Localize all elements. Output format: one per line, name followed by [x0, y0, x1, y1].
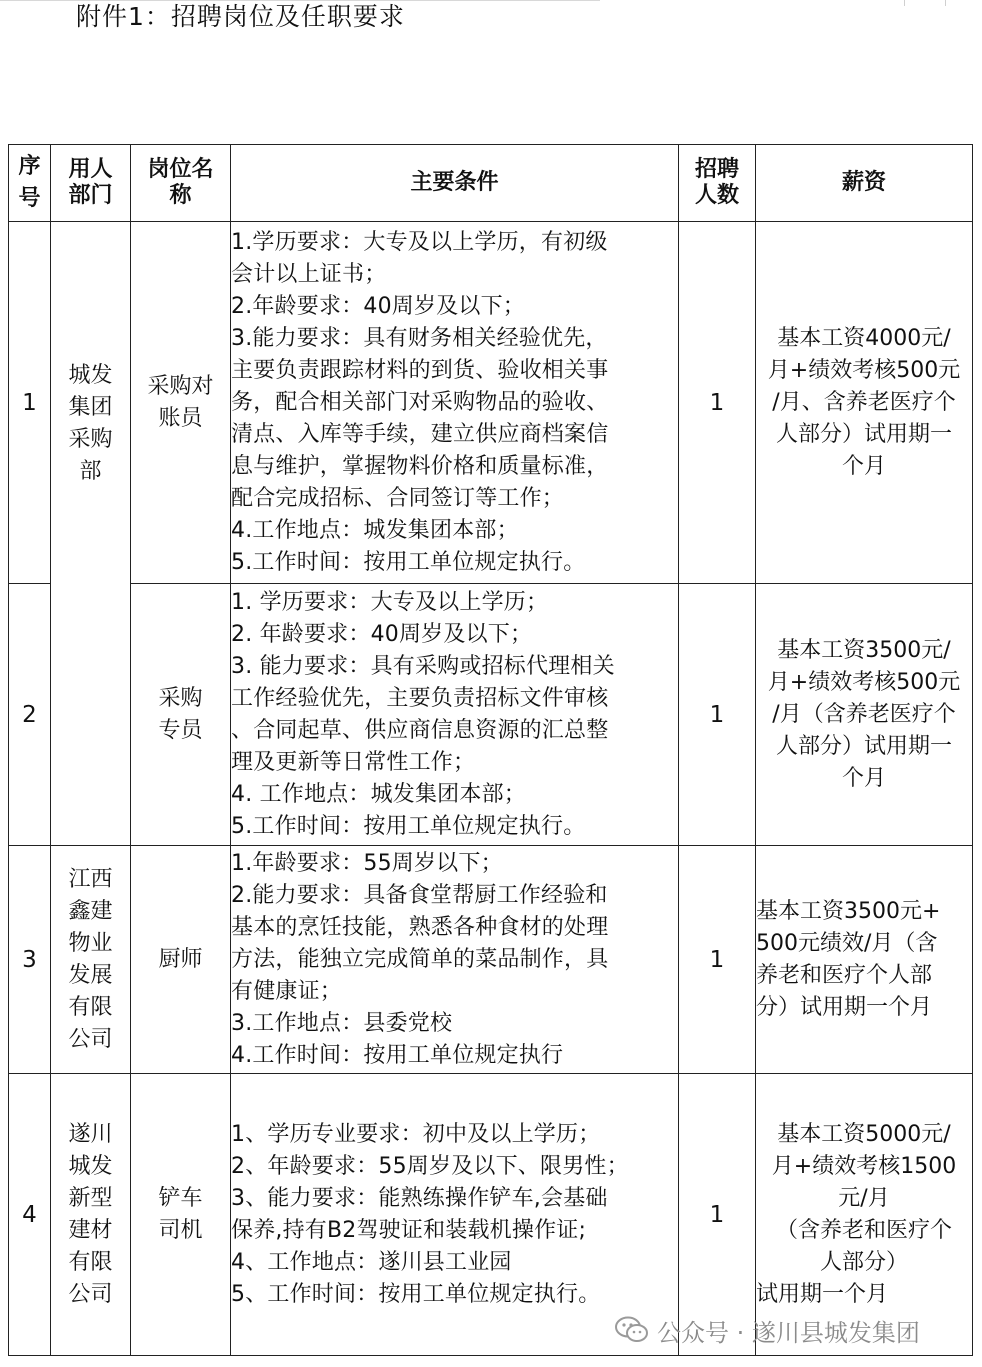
row-seq: 4 [9, 1074, 51, 1356]
table-row [9, 846, 973, 1074]
condition-line: 保养,持有B2驾驶证和装载机操作证; [231, 1217, 587, 1243]
condition-line: 5.工作时间：按用工单位规定执行。 [231, 549, 586, 575]
condition-line: 理及更新等日常性工作； [231, 749, 476, 775]
condition-line: 务，配合相关部门对采购物品的验收、 [231, 389, 609, 415]
row-dept [51, 1074, 131, 1356]
condition-line: 4. 工作地点：城发集团本部； [231, 781, 526, 807]
row-salary: 基本工资5000元/ 月+绩效考核1500 元/月 （含养老和医疗个 人部分） 试用期一个月 [756, 1074, 973, 1356]
condition-line: 4、工作地点：遂川县工业园 [231, 1249, 512, 1275]
condition-line: 息与维护，掌握物料价格和质量标准， [231, 453, 609, 479]
condition-line: 2.能力要求：具备食堂帮厨工作经验和 [231, 882, 608, 908]
condition-line: 基本的烹饪技能，熟悉各种食材的处理 [231, 914, 609, 940]
condition-line: 2、年龄要求：55周岁及以下、限男性； [231, 1153, 629, 1179]
row-salary: 基本工资3500元+ 500元绩效/月（含 养老和医疗个人部 分）试用期一个月 [756, 846, 973, 1074]
condition-line: 2.年龄要求：40周岁及以下； [231, 293, 525, 319]
corner-mark [904, 0, 946, 6]
row-seq: 1 [9, 222, 51, 584]
header-count: 招聘人数 [679, 145, 756, 222]
row-position: 铲车司机 [131, 1074, 231, 1356]
condition-line: 4.工作时间：按用工单位规定执行 [231, 1042, 564, 1068]
condition-line: 1. 学历要求：大专及以上学历； [231, 589, 549, 615]
header-position: 岗位名称 [131, 145, 231, 222]
condition-line: 清点、入库等手续，建立供应商档案信 [231, 421, 609, 447]
document-title: 附件1：招聘岗位及任职要求 [76, 2, 405, 31]
dept-label: 江西鑫建物业发展有限公司 [68, 866, 113, 1052]
condition-line: 5、工作时间：按用工单位规定执行。 [231, 1281, 601, 1307]
condition-line: 3. 能力要求：具有采购或招标代理相关 [231, 653, 615, 679]
row-seq: 3 [9, 846, 51, 1074]
header-conditions: 主要条件 [231, 145, 679, 222]
dept-label: 城发集团采购部 [68, 363, 113, 484]
condition-line: 3.工作地点：县委党校 [231, 1010, 453, 1036]
row-count: 1 [679, 1074, 756, 1356]
row-position: 采购对账员 [131, 222, 231, 584]
row-dept [51, 846, 131, 1074]
condition-line: 方法，能独立完成简单的菜品制作，具 [231, 946, 609, 972]
condition-line: 、合同起草、供应商信息资源的汇总整 [231, 717, 609, 743]
header-dept: 用人部门 [51, 145, 131, 222]
condition-line: 5.工作时间：按用工单位规定执行。 [231, 813, 586, 839]
condition-line: 工作经验优先，主要负责招标文件审核 [231, 685, 609, 711]
condition-line: 主要负责跟踪材料的到货、验收相关事 [231, 357, 609, 383]
condition-line: 有健康证； [231, 978, 343, 1004]
recruitment-table [8, 144, 973, 1356]
row-conditions [231, 222, 679, 584]
condition-line: 1.年龄要求：55周岁以下； [231, 850, 503, 876]
row-conditions [231, 846, 679, 1074]
row-salary: 基本工资3500元/ 月+绩效考核500元 /月（含养老医疗个 人部分）试用期一 个月 [756, 584, 973, 846]
header-salary: 薪资 [756, 145, 973, 222]
condition-line: 3、能力要求：能熟练操作铲车,会基础 [231, 1185, 608, 1211]
header-row [9, 145, 973, 222]
row-count: 1 [679, 584, 756, 846]
condition-line: 会计以上证书； [231, 261, 387, 287]
condition-line: 4.工作地点：城发集团本部； [231, 517, 519, 543]
header-seq: 序号 [9, 145, 51, 222]
row-position: 采购专员 [131, 584, 231, 846]
condition-line: 1.学历要求：大专及以上学历，有初级 [231, 229, 608, 255]
table-row [9, 222, 973, 584]
condition-line: 3.能力要求：具有财务相关经验优先， [231, 325, 608, 351]
row-dept [51, 222, 131, 846]
condition-line: 1、学历专业要求：初中及以上学历； [231, 1121, 601, 1147]
row-count: 1 [679, 222, 756, 584]
wechat-watermark [615, 1310, 920, 1350]
row-position: 厨师 [131, 846, 231, 1074]
wechat-icon [615, 1316, 649, 1344]
row-conditions [231, 1074, 679, 1356]
row-count: 1 [679, 846, 756, 1074]
dept-label: 遂川城发新型建材有限公司 [68, 1121, 113, 1307]
condition-line: 配合完成招标、合同签订等工作； [231, 485, 565, 511]
row-conditions [231, 584, 679, 846]
row-seq: 2 [9, 584, 51, 846]
watermark-text: 公众号 · 遂川县城发集团 [657, 1318, 920, 1347]
row-salary: 基本工资4000元/ 月+绩效考核500元 /月、含养老医疗个 人部分）试用期一 个月 [756, 222, 973, 584]
condition-line: 2. 年龄要求：40周岁及以下； [231, 621, 533, 647]
table-row [9, 584, 973, 846]
